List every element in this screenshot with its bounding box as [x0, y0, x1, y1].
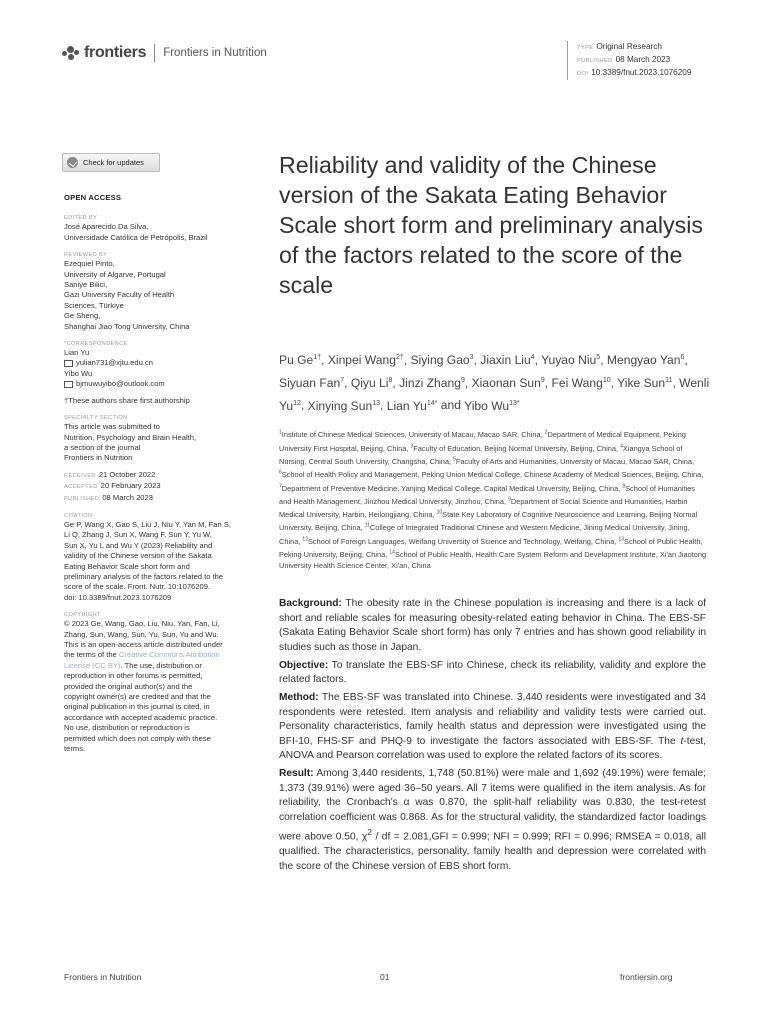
author: Qiyu Li$^8$: [350, 375, 393, 390]
affiliation: $^8$School of Humanities and Health Management, Jinzhou Medical University, Jinzhou, China,: [279, 483, 695, 506]
article-meta: [567, 41, 691, 80]
abstract-objective: Objective: To translate the EBS-SF into Chinese, check its reliability, validity and explore the related factors.: [279, 659, 706, 686]
edited-by-label: EDITED BY: [64, 215, 98, 222]
shared-authorship-note: †These authors share first authorship: [64, 395, 190, 405]
logo-divider: [154, 44, 155, 62]
author-list: Pu $Ge^{1\dagger}$, Xinpei Wang$^{2\dagger}$, Siying Gao$^3$, Jiaxin Liu$^4$, Yuyao Niu$^5$, Mengyao Yan$^6$, Siyuan Fan$^7$, Qiyu Li$^8$, Jinzi Zhang$^9$, Xiaonan Sun$^9$, Fei Wang$^{10}$, Yike Sun$^{11}$, Wenli Yu$^{12}$, Xinying Sun$^{13}$, Lian $Yu^{14*}$ and Yibo $Wu^{13*}$: [279, 353, 710, 413]
author: Siyuan Fan$^7$: [279, 375, 345, 390]
footer-site-link[interactable]: frontiersin.org: [620, 972, 673, 982]
author: Yuyao Niu$^5$: [541, 353, 601, 368]
affiliation: $^1$Institute of Chinese Medical Sciences, University of Macau, Macao SAR, China,: [279, 430, 545, 440]
affiliation: $^{12}$School of Foreign Languages, Weifang University of Science and Technology, Weifang, China,: [302, 536, 619, 546]
affiliation: $^{10}$State Key Laboratory of Cognitive Neuroscience and Learning, Beijing Normal University, Beijing, China,: [279, 509, 698, 533]
open-access-label: OPEN ACCESS: [64, 193, 122, 202]
frontiers-logo-icon: [62, 44, 80, 62]
correspondent-email[interactable]: bjmuwuyibo@outlook.com: [76, 379, 165, 389]
edited-by: José Aparecido Da Silva, Universidade Católica de Petrópolis, Brazil: [64, 222, 208, 242]
author: Xiaonan Sun$^9$: [471, 375, 545, 390]
copyright: © 2023 Ge, Wang, Gao, Liu, Niu, Yan, Fan, Li, Zhang, Sun, Wang, Sun, Yu, Sun, Yu and Wu. This is an open-access article distributed under the terms of the Creative Commons Attribution License (CC BY). The use, distribution or reproduction in other forums is permitted, provided the original author(s) and the copyright owner(s) are credited and that the original publication in this journal is cited, in accordance with accepted academic practice. No use, distribution or reproduction is permitted which does not comply with these terms.: [64, 619, 223, 754]
author: Jiaxin Liu$^4$: [480, 353, 535, 368]
author: Pu $Ge^{1\dagger}$: [279, 353, 322, 368]
correspondent-email-row[interactable]: [64, 379, 264, 389]
affiliation: $^2$Department of Medical Equipment, Peking University First Hospital, Beijing, China,: [279, 430, 686, 453]
affiliation: $^{14}$School of Public Health, Health Care System Reform and Development Institute, Xi'an Jiaotong University Health Science Center, Xi'an, China: [279, 549, 707, 570]
author: Yibo $Wu^{13*}$: [464, 398, 520, 413]
affiliation: $^6$School of Health Policy and Management, Peking Union Medical College, Chinese Academy of Medical Sciences, Beijing, China,: [279, 469, 704, 480]
abstract-result: Result: Among 3,440 residents, 1,748 (50.81%) were male and 1,692 (49.19%) were female; 1,373 (39.91%) were aged 36–50 years. All 7 items were qualified in the item analysis. As for reliability, the Cronbach's α was 0.870, the split-half reliability was 0.830, the test-retest correlation coefficient was 0.868. As for the structural validity, the standardized factor loadings were above 0.50, $\chi^2$ / df = 2.081,GFI = 0.999; NFI = 0.999; RFI = 0.996; RMSEA = 0.018, all qualified. The characteristics, personality, family health and depression were correlated with the score of the Chinese version of EBS short form.: [279, 768, 706, 873]
correspondence-label: *CORRESPONDENCE: [64, 341, 128, 348]
affiliation: $^5$Faculty of Arts and Humanities, University of Macau, Macao SAR, China,: [453, 456, 695, 466]
date-received: RECEIVED 21 October 2022: [64, 469, 156, 479]
affiliations: [279, 428, 709, 571]
date-published: PUBLISHED 08 March 2023: [64, 492, 153, 502]
reviewed-by: Ezequiel Pinto, University of Algarve, Portugal Saniye Bilici, Gazi University Faculty of Health Sciences, Türkiye Ge Sheng, Shanghai Jiao Tong University, China: [64, 259, 190, 331]
citation-label: CITATION: [64, 512, 93, 519]
author: Wenli Yu$^{12}$: [279, 375, 710, 413]
citation: Ge P, Wang X, Gao S, Liu J, Niu Y, Yan M, Fan S, Li Q, Zhang J, Sun X, Wang F, Sun Y, Yu W, Sun X, Yu L and Wu Y (2023) Reliability and validity of the Chinese version of the Sakata Eating Behavior Scale short form and preliminary analysis of the factors related to the score of the scale. Front. Nutr. 10:1076209. doi: 10.3389/fnut.2023.1076209: [64, 519, 232, 602]
author: Mengyao Yan$^6$: [606, 353, 685, 368]
affiliation: $^4$Xiangya School of Nursing, Central South University, Changsha, China,: [279, 443, 683, 466]
page-number: 01: [380, 972, 390, 982]
envelope-icon: [64, 381, 73, 388]
reviewed-by-label: REVIEWED BY: [64, 252, 108, 259]
correspondent-email[interactable]: yulian731@xjtu.edu.cn: [76, 358, 153, 368]
meta-published: PUBLISHED 08 March 2023: [577, 55, 671, 64]
correspondent-name: Yibo Wu: [64, 368, 93, 378]
affiliation: $^{13}$School of Public Health, Peking University, Beijing, China,: [279, 536, 703, 559]
author: Siying Gao$^3$: [410, 353, 474, 368]
correspondent-email-row[interactable]: [64, 358, 264, 368]
journal-logo[interactable]: [62, 44, 267, 62]
brand-name: frontiers: [84, 44, 147, 61]
correspondent-name: Lian Yu: [64, 348, 90, 358]
author: Fei Wang$^{10}$: [551, 375, 611, 390]
meta-doi[interactable]: DOI 10.3389/fnut.2023.1076209: [577, 68, 692, 77]
check-updates-icon: [67, 157, 78, 168]
envelope-icon: [64, 360, 73, 367]
author: Xinying Sun$^{13}$: [307, 398, 380, 413]
affiliation: $^{11}$College of Integrated Traditional Chinese and Western Medicine, Jining Medical University, Jining, China,: [279, 522, 690, 546]
license-link[interactable]: Creative Commons Attribution License (CC BY): [64, 650, 220, 670]
specialty-label: SPECIALTY SECTION: [64, 415, 128, 422]
abstract: [279, 597, 706, 878]
abstract-background: Background: The obesity rate in the Chinese population is increasing and there is a lack of short and reliable scales for measuring obesity-related eating behavior in China. The EBS-SF (Sakata Eating Behavior Scale short form) has only 7 entries and has shown good reliability in studies such as those in Japan.: [279, 598, 706, 653]
footer-journal: Frontiers in Nutrition: [64, 972, 142, 982]
author: Jinzi Zhang$^9$: [399, 375, 465, 390]
check-for-updates-button[interactable]: [62, 153, 160, 172]
copyright-label: COPYRIGHT: [64, 612, 101, 619]
journal-name: Frontiers in Nutrition: [163, 47, 267, 59]
affiliation: $^7$Department of Preventive Medicine, Yanjing Medical College, Capital Medical University, Beijing, China,: [279, 483, 623, 493]
affiliation: $^9$Department of Social Science and Humanities, Harbin Medical University, Harbin, Heilongjiang, China,: [279, 496, 688, 520]
author: Yike Sun$^{11}$: [617, 375, 673, 390]
article-title: Reliability and validity of the Chinese version of the Sakata Eating Behavior Scale short form and preliminary analysis of the factors related to the score of the scale: [279, 152, 703, 298]
specialty-section: This article was submitted to Nutrition, Psychology and Brain Health, a section of the journal Frontiers in Nutrition: [64, 422, 197, 463]
abstract-method: Method: The EBS-SF was translated into Chinese. 3,440 residents were investigated and 34 respondents were retested. Item analysis and reliability and validity tests were carried out. Personality characteristics, family health status and depression were investigated using the BFI-10, FHS-SF and PHQ-9 to investigate the factors associated with EBS-SF. The t-test, ANOVA and Pearson correlation was used to explore the related factors of its scores.: [279, 691, 706, 762]
author: Lian $Yu^{14*}$: [386, 398, 438, 413]
author: Xinpei Wang$^{2\dagger}$: [327, 353, 404, 368]
affiliation: $^3$Faculty of Education, Beijing Normal University, Beijing, China,: [410, 443, 621, 453]
meta-type: TYPE Original Research: [577, 42, 662, 51]
date-accepted: ACCEPTED 20 February 2023: [64, 481, 161, 491]
article-sidebar: [64, 193, 264, 754]
check-updates-label: Check for updates: [83, 158, 144, 167]
